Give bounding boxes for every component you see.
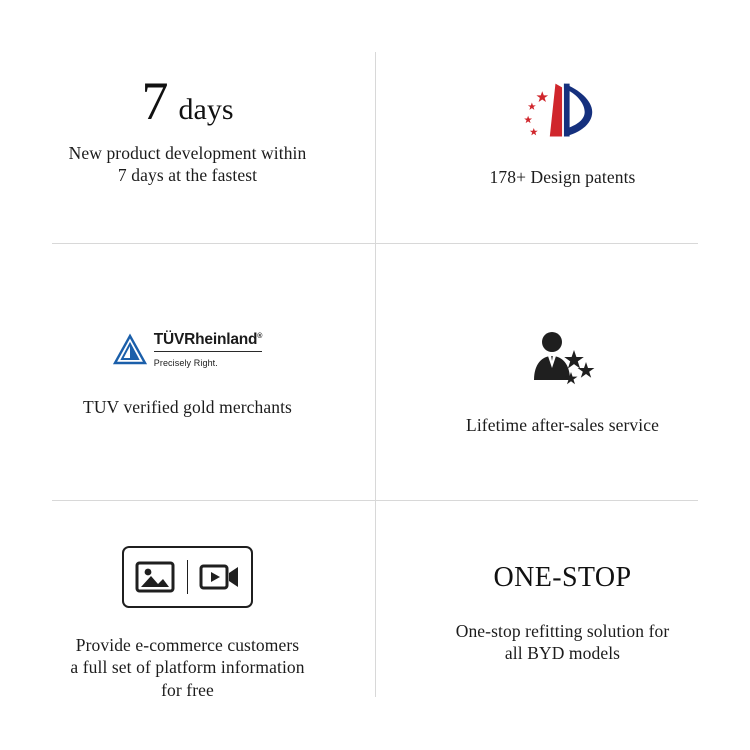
- fast-development-caption: [69, 142, 307, 187]
- video-camera-icon: [199, 562, 241, 592]
- one-stop-caption: [456, 620, 670, 665]
- video-half: [188, 562, 251, 592]
- patent-logo-wrap: [395, 78, 730, 166]
- days-number: 7: [141, 71, 169, 131]
- patent-p-logo-icon: [508, 78, 618, 144]
- support-agent-stars-icon: [530, 328, 596, 388]
- tuv-logo-rule: [154, 351, 263, 352]
- image-and-video-box-icon: [122, 546, 253, 608]
- days-unit: days: [178, 93, 234, 126]
- one-stop-title: ONE-STOP: [493, 562, 632, 593]
- feature-cell-design-patents: [375, 0, 750, 250]
- caption-line-2: 7 days at the fastest: [117, 165, 258, 186]
- feature-cell-one-stop: [375, 500, 750, 750]
- caption-line-1: Provide e-commerce customers: [75, 635, 300, 655]
- feature-cell-tuv: [0, 250, 375, 500]
- tuv-logo-wrap: [20, 332, 355, 368]
- caption-line-1: New product development within: [68, 143, 307, 163]
- seven-days-heading: [141, 71, 234, 131]
- tuv-triangle-icon: [113, 333, 147, 367]
- tuv-logo-title: TÜVRheinland®: [153, 331, 263, 348]
- tuv-logo-tagline: Precisely Right.: [153, 357, 218, 368]
- lifetime-service-caption: Lifetime after-sales service: [466, 415, 659, 435]
- photo-icon: [135, 560, 175, 594]
- service-icon-wrap: [395, 328, 730, 388]
- feature-cell-fast-development: [0, 0, 375, 250]
- feature-cell-lifetime-service: [375, 250, 750, 500]
- feature-cell-ecommerce-materials: [0, 500, 375, 750]
- ecommerce-materials-caption: [70, 634, 304, 701]
- caption-line-3: for free: [161, 679, 214, 700]
- design-patents-caption: 178+ Design patents: [489, 167, 636, 187]
- caption-line-1: One-stop refitting solution for: [455, 621, 670, 641]
- caption-line-2: a full set of platform information: [70, 657, 305, 678]
- image-half: [124, 560, 187, 594]
- caption-line-2: all BYD models: [504, 643, 621, 664]
- tuv-caption: TUV verified gold merchants: [83, 396, 292, 417]
- registered-mark: ®: [257, 332, 263, 340]
